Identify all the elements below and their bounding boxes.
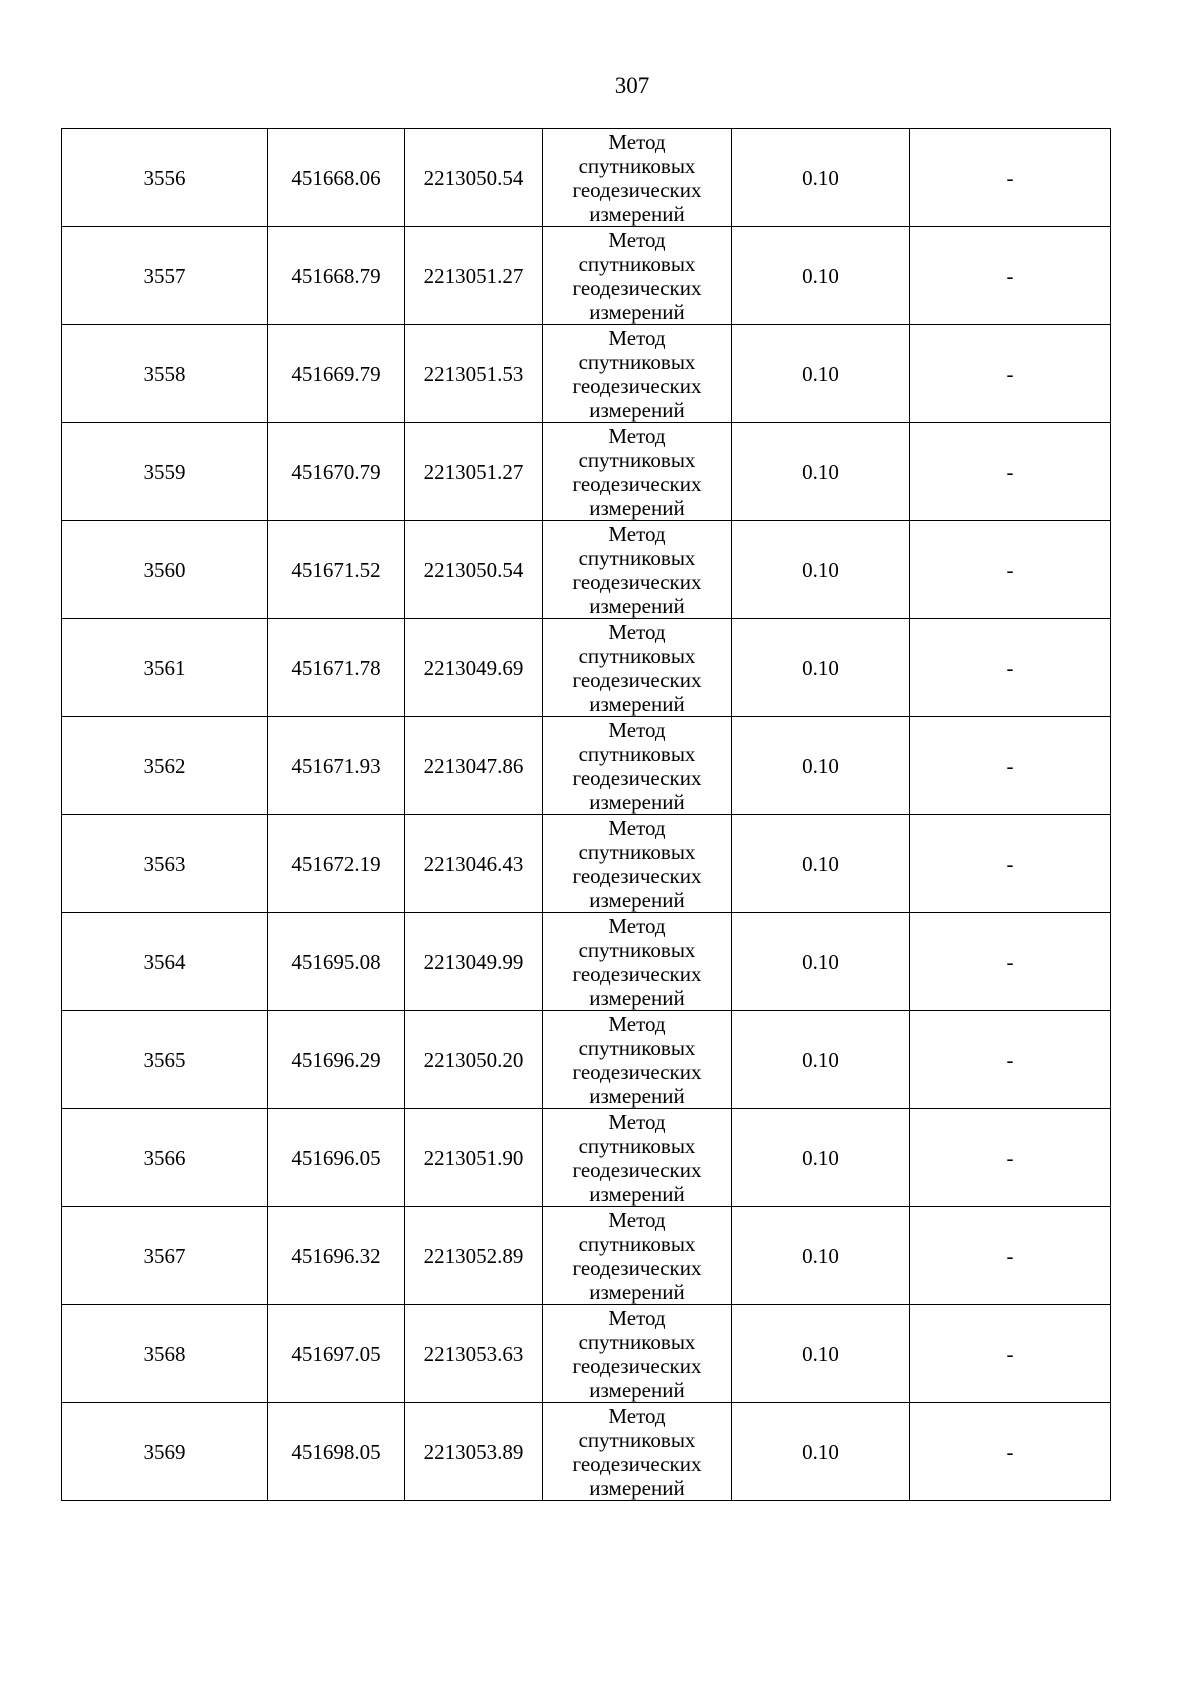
x-coordinate-cell: 451695.08 (268, 913, 405, 1011)
note-cell: - (910, 521, 1111, 619)
accuracy-cell: 0.10 (732, 423, 910, 521)
note-cell: - (910, 1305, 1111, 1403)
x-coordinate-cell: 451671.93 (268, 717, 405, 815)
table-row (62, 1403, 1111, 1501)
x-coordinate-cell: 451671.52 (268, 521, 405, 619)
method-cell (543, 815, 732, 913)
table-row (62, 913, 1111, 1011)
table-row (62, 423, 1111, 521)
point-number-cell: 3561 (62, 619, 268, 717)
y-coordinate-cell: 2213051.90 (405, 1109, 543, 1207)
point-number-cell: 3558 (62, 325, 268, 423)
note-cell: - (910, 815, 1111, 913)
y-coordinate-cell: 2213050.20 (405, 1011, 543, 1109)
method-text: Метод спутниковых геодезических измерений (572, 521, 702, 618)
note-cell: - (910, 423, 1111, 521)
x-coordinate-cell: 451668.06 (268, 129, 405, 227)
accuracy-cell: 0.10 (732, 1109, 910, 1207)
method-cell (543, 717, 732, 815)
x-coordinate-cell: 451672.19 (268, 815, 405, 913)
accuracy-cell: 0.10 (732, 717, 910, 815)
method-text: Метод спутниковых геодезических измерений (572, 1011, 702, 1108)
point-number-cell: 3568 (62, 1305, 268, 1403)
method-text: Метод спутниковых геодезических измерений (572, 423, 702, 520)
point-number-cell: 3559 (62, 423, 268, 521)
y-coordinate-cell: 2213050.54 (405, 521, 543, 619)
table-row (62, 521, 1111, 619)
point-number-cell: 3565 (62, 1011, 268, 1109)
method-cell (543, 1109, 732, 1207)
method-cell (543, 325, 732, 423)
point-number-cell: 3556 (62, 129, 268, 227)
method-cell (543, 619, 732, 717)
note-cell: - (910, 1011, 1111, 1109)
point-number-cell: 3564 (62, 913, 268, 1011)
table-row (62, 717, 1111, 815)
x-coordinate-cell: 451696.05 (268, 1109, 405, 1207)
y-coordinate-cell: 2213047.86 (405, 717, 543, 815)
y-coordinate-cell: 2213051.27 (405, 423, 543, 521)
accuracy-cell: 0.10 (732, 325, 910, 423)
accuracy-cell: 0.10 (732, 1305, 910, 1403)
table-row (62, 815, 1111, 913)
x-coordinate-cell: 451671.78 (268, 619, 405, 717)
note-cell: - (910, 1403, 1111, 1501)
method-cell (543, 1403, 732, 1501)
y-coordinate-cell: 2213051.27 (405, 227, 543, 325)
method-text: Метод спутниковых геодезических измерений (572, 227, 702, 324)
point-number-cell: 3569 (62, 1403, 268, 1501)
y-coordinate-cell: 2213049.69 (405, 619, 543, 717)
page-number: 307 (614, 73, 650, 98)
coordinates-table-body (62, 129, 1111, 1501)
method-text: Метод спутниковых геодезических измерений (572, 619, 702, 716)
accuracy-cell: 0.10 (732, 619, 910, 717)
method-cell (543, 1207, 732, 1305)
y-coordinate-cell: 2213049.99 (405, 913, 543, 1011)
method-cell (543, 1011, 732, 1109)
note-cell: - (910, 913, 1111, 1011)
method-text: Метод спутниковых геодезических измерений (572, 815, 702, 912)
point-number-cell: 3557 (62, 227, 268, 325)
method-cell (543, 521, 732, 619)
y-coordinate-cell: 2213051.53 (405, 325, 543, 423)
accuracy-cell: 0.10 (732, 521, 910, 619)
point-number-cell: 3567 (62, 1207, 268, 1305)
point-number-cell: 3563 (62, 815, 268, 913)
table-row (62, 325, 1111, 423)
note-cell: - (910, 717, 1111, 815)
x-coordinate-cell: 451698.05 (268, 1403, 405, 1501)
method-text: Метод спутниковых геодезических измерений (572, 1403, 702, 1500)
note-cell: - (910, 129, 1111, 227)
method-text: Метод спутниковых геодезических измерений (572, 1305, 702, 1402)
method-cell (543, 423, 732, 521)
note-cell: - (910, 619, 1111, 717)
accuracy-cell: 0.10 (732, 1011, 910, 1109)
accuracy-cell: 0.10 (732, 1403, 910, 1501)
y-coordinate-cell: 2213052.89 (405, 1207, 543, 1305)
method-text: Метод спутниковых геодезических измерений (572, 717, 702, 814)
accuracy-cell: 0.10 (732, 227, 910, 325)
method-text: Метод спутниковых геодезических измерений (572, 325, 702, 422)
table-row (62, 1109, 1111, 1207)
accuracy-cell: 0.10 (732, 913, 910, 1011)
table-row (62, 619, 1111, 717)
method-cell (543, 1305, 732, 1403)
x-coordinate-cell: 451669.79 (268, 325, 405, 423)
point-number-cell: 3562 (62, 717, 268, 815)
x-coordinate-cell: 451696.29 (268, 1011, 405, 1109)
note-cell: - (910, 227, 1111, 325)
table-row (62, 1207, 1111, 1305)
table-row (62, 129, 1111, 227)
method-cell (543, 913, 732, 1011)
table-row (62, 227, 1111, 325)
method-text: Метод спутниковых геодезических измерений (572, 1207, 702, 1304)
y-coordinate-cell: 2213053.63 (405, 1305, 543, 1403)
x-coordinate-cell: 451668.79 (268, 227, 405, 325)
point-number-cell: 3566 (62, 1109, 268, 1207)
note-cell: - (910, 325, 1111, 423)
method-text: Метод спутниковых геодезических измерений (572, 1109, 702, 1206)
accuracy-cell: 0.10 (732, 815, 910, 913)
method-text: Метод спутниковых геодезических измерений (572, 129, 702, 226)
y-coordinate-cell: 2213053.89 (405, 1403, 543, 1501)
coordinates-table (61, 128, 1111, 1501)
x-coordinate-cell: 451697.05 (268, 1305, 405, 1403)
table-row (62, 1011, 1111, 1109)
y-coordinate-cell: 2213046.43 (405, 815, 543, 913)
method-cell (543, 129, 732, 227)
x-coordinate-cell: 451670.79 (268, 423, 405, 521)
table-row (62, 1305, 1111, 1403)
note-cell: - (910, 1207, 1111, 1305)
method-text: Метод спутниковых геодезических измерений (572, 913, 702, 1010)
accuracy-cell: 0.10 (732, 129, 910, 227)
point-number-cell: 3560 (62, 521, 268, 619)
note-cell: - (910, 1109, 1111, 1207)
method-cell (543, 227, 732, 325)
x-coordinate-cell: 451696.32 (268, 1207, 405, 1305)
accuracy-cell: 0.10 (732, 1207, 910, 1305)
y-coordinate-cell: 2213050.54 (405, 129, 543, 227)
